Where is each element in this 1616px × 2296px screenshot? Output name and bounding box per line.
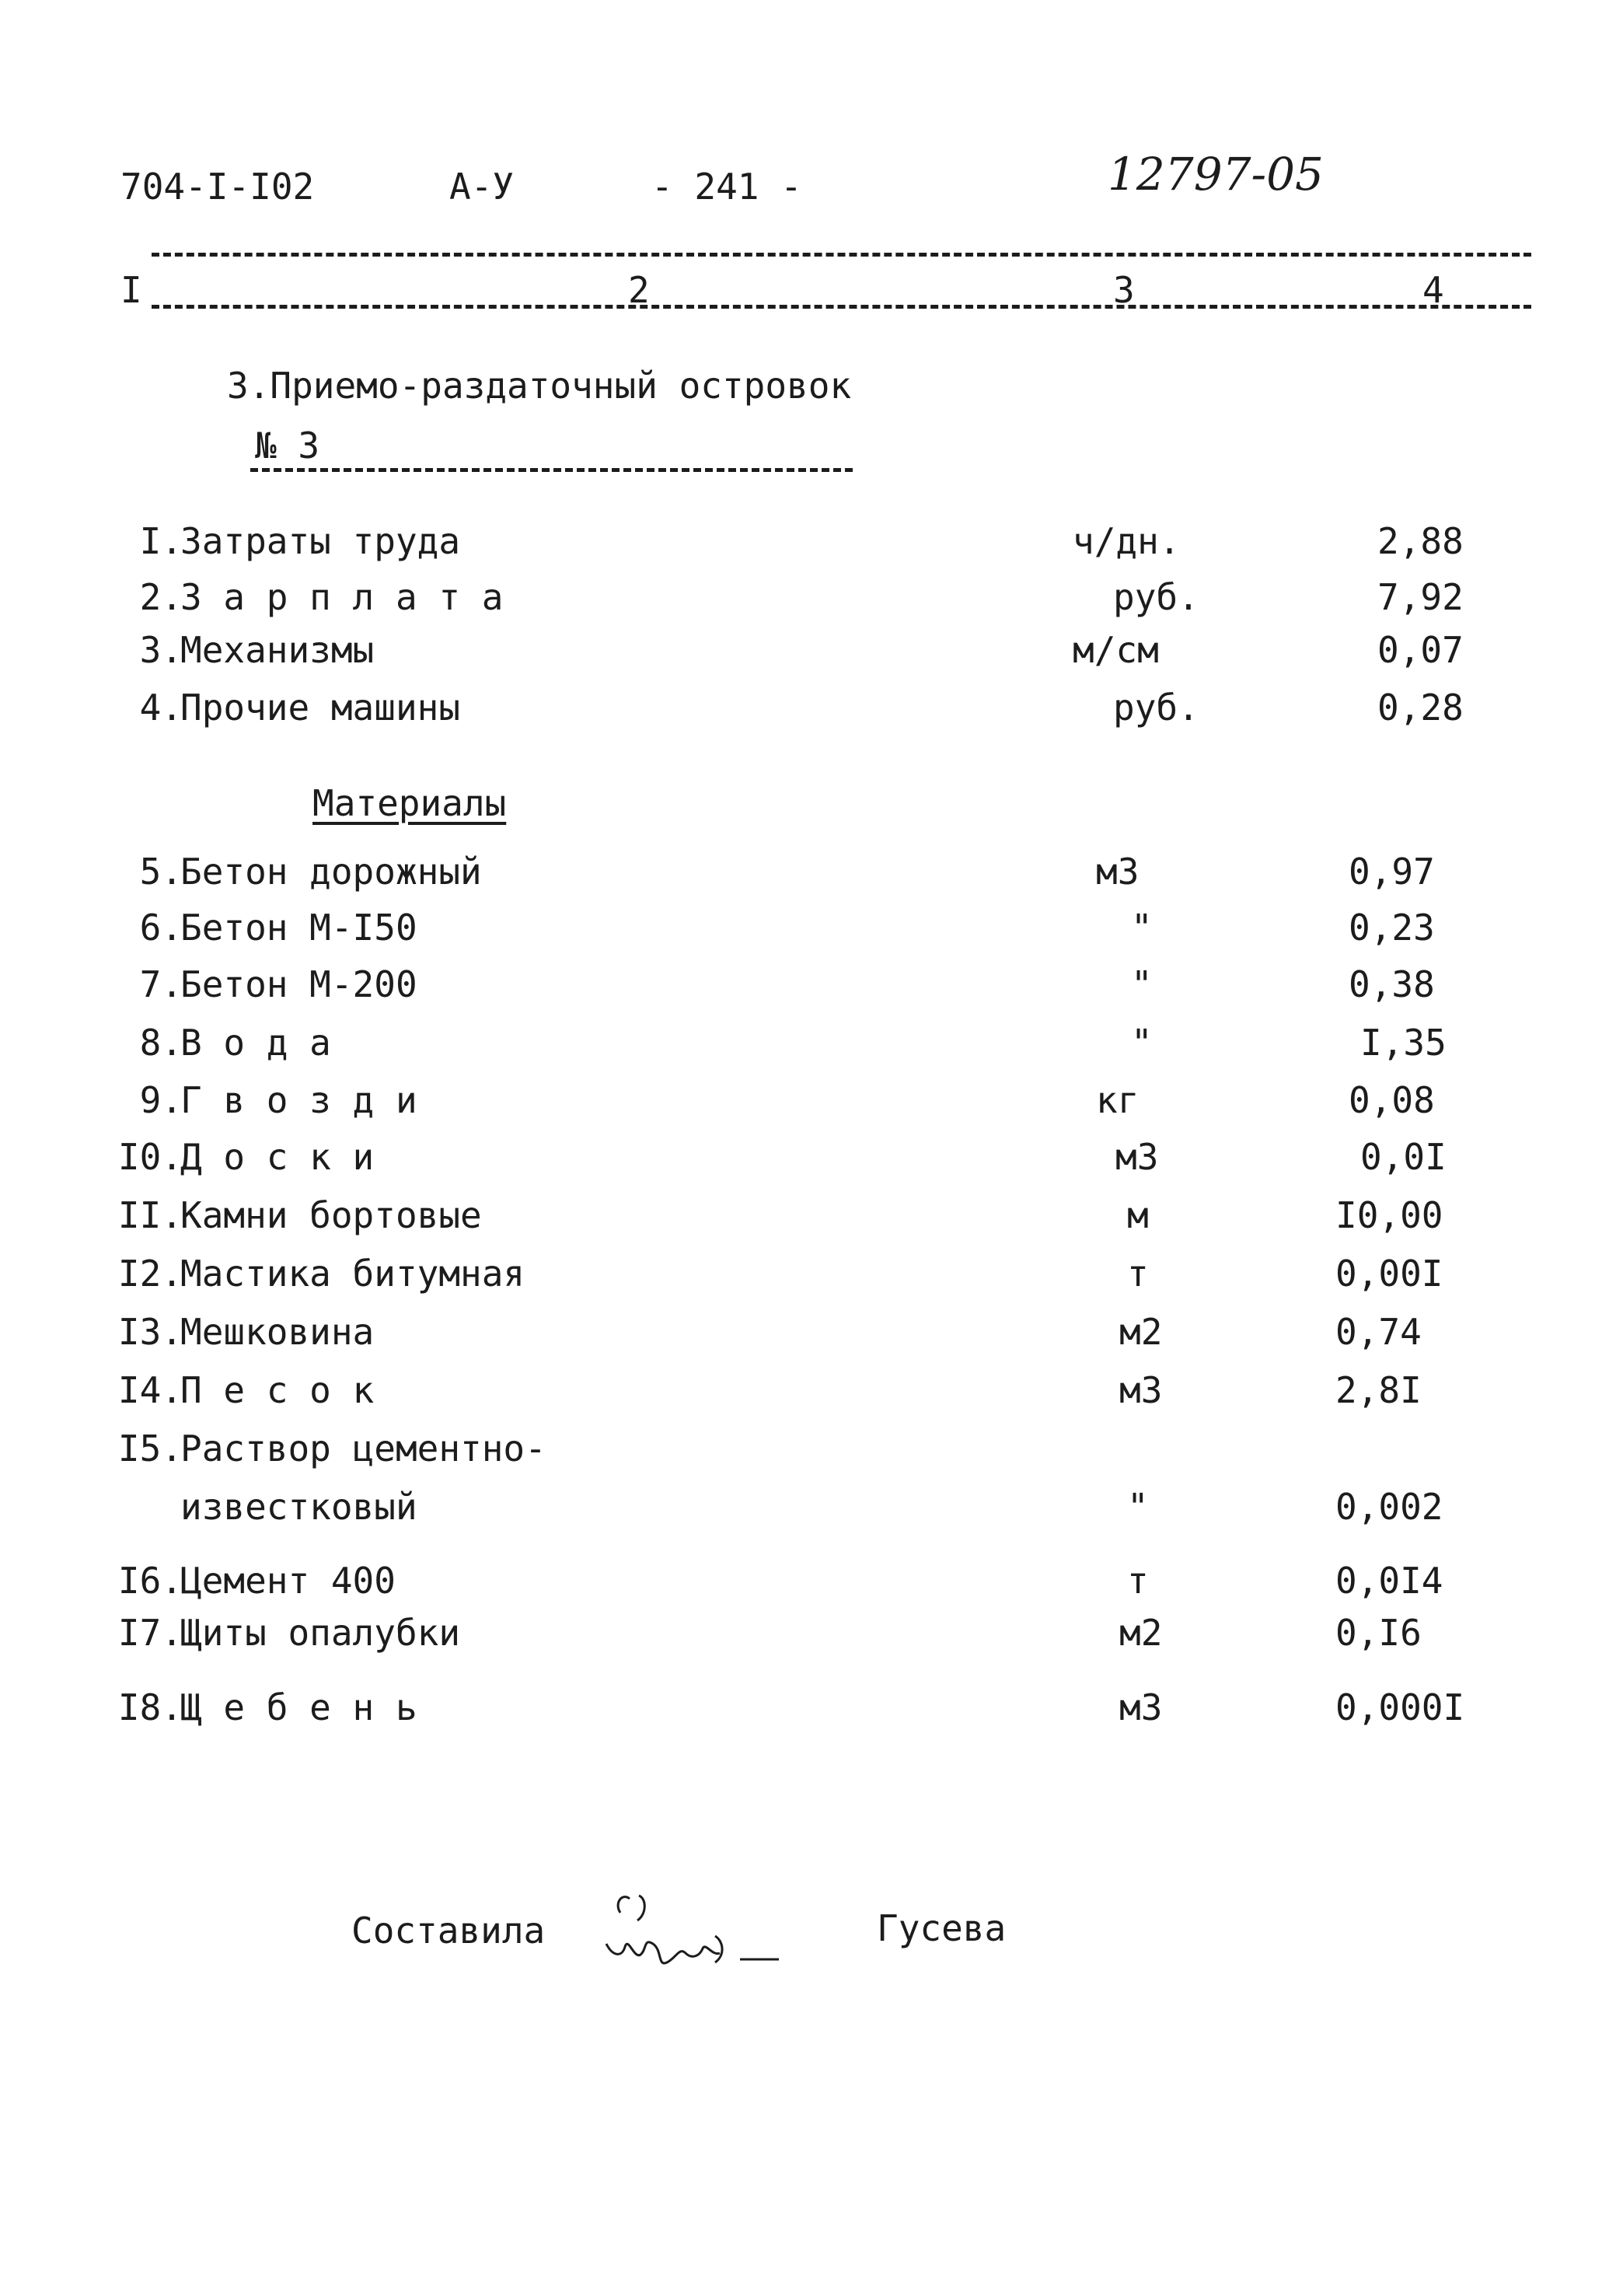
item-number: 9. [139,1079,183,1121]
item-value: 2,88 [1377,520,1464,562]
item-unit: руб. [1113,576,1199,618]
item-name: В о д а [180,1022,331,1064]
item-number: 8. [139,1022,183,1064]
item-name: Раствор цементно- [180,1428,546,1470]
header-dashed-line-top [152,253,1531,257]
item-name: Бетон дорожный [180,851,482,893]
table-row [0,963,1616,1011]
item-name: П е с о к [180,1369,375,1411]
signature [599,1882,808,1990]
item-name: известковый [180,1486,417,1528]
item-name: Прочие машины [180,687,461,729]
item-number: I7. [117,1612,183,1654]
item-name: Щиты опалубки [180,1612,461,1654]
item-unit: м [1127,1194,1149,1236]
list-item [0,575,1616,624]
section-title: 3.Приемо-раздаточный островок [227,365,852,407]
table-row [0,1078,1616,1127]
table-row [0,1611,1616,1659]
item-value: 0,07 [1377,629,1464,671]
table-row [0,1559,1616,1607]
item-unit: " [1131,963,1153,1005]
item-number: II. [117,1194,183,1236]
item-unit: кг [1096,1079,1140,1121]
table-row [0,1368,1616,1417]
item-name: Г в о з д и [180,1079,417,1121]
item-value: 0,0I [1360,1136,1447,1178]
item-number: 2. [139,576,183,618]
item-value: I0,00 [1335,1194,1443,1236]
item-name: Бетон М-200 [180,963,417,1005]
item-name: Д о с к и [180,1136,375,1178]
item-number: 5. [139,851,183,893]
item-value: 0,I6 [1335,1612,1422,1654]
item-unit: м3 [1115,1136,1159,1178]
item-unit: м/см [1073,629,1159,671]
item-number: 6. [139,907,183,949]
table-row [0,1427,1616,1475]
header-dashed-line-bottom [152,305,1531,309]
table-row [0,1021,1616,1069]
item-unit: м3 [1096,851,1140,893]
compiled-by-label: Составила [351,1910,546,1952]
item-unit: " [1127,1486,1149,1528]
page-number: - 241 - [651,166,802,208]
item-value: 0,000I [1335,1686,1465,1728]
item-value: 0,74 [1335,1311,1422,1353]
item-unit: м3 [1119,1369,1163,1411]
item-value: 0,002 [1335,1486,1443,1528]
item-name: З а р п л а т а [180,576,504,618]
column-number-4: 4 [1422,269,1444,311]
item-value: 0,08 [1349,1079,1435,1121]
item-unit: м3 [1119,1686,1163,1728]
item-unit: " [1131,907,1153,949]
item-value: 7,92 [1377,576,1464,618]
table-row [0,1310,1616,1358]
item-name: Камни бортовые [180,1194,482,1236]
item-unit: руб. [1113,687,1199,729]
column-number-2: 2 [628,269,650,311]
item-number: I3. [117,1311,183,1353]
item-number: I8. [117,1686,183,1728]
doc-code: 704-I-I02 [120,166,315,208]
item-name: Механизмы [180,629,375,671]
list-item [0,686,1616,734]
table-row [0,906,1616,954]
item-unit: м2 [1119,1612,1163,1654]
section-subtitle-underline [250,468,853,472]
item-name: Бетон М-I50 [180,907,417,949]
item-unit: " [1131,1022,1153,1064]
item-value: 0,00I [1335,1253,1443,1295]
table-row [0,1485,1616,1533]
section-code: А-У [449,166,515,208]
item-unit: ч/дн. [1073,520,1181,562]
table-row [0,850,1616,898]
item-number: I. [139,520,183,562]
column-number-1: I [120,269,142,311]
item-unit: м2 [1119,1311,1163,1353]
list-item [0,628,1616,676]
item-number: I0. [117,1136,183,1178]
item-number: 7. [139,963,183,1005]
table-row [0,1135,1616,1183]
item-name: Мастика битумная [180,1253,525,1295]
table-row [0,1252,1616,1300]
item-value: I,35 [1360,1022,1447,1064]
item-number: 4. [139,687,183,729]
item-value: 0,28 [1377,687,1464,729]
item-number: I6. [117,1560,183,1602]
item-number: 3. [139,629,183,671]
item-number: I2. [117,1253,183,1295]
section-subtitle: № 3 [255,425,320,467]
table-row [0,1686,1616,1734]
item-number: I5. [117,1428,183,1470]
item-name: Затраты труда [180,520,461,562]
item-value: 2,8I [1335,1369,1422,1411]
materials-heading: Материалы [312,782,507,824]
item-name: Щ е б е н ь [180,1686,417,1728]
item-number: I4. [117,1369,183,1411]
item-unit: т [1127,1560,1149,1602]
item-value: 0,38 [1349,963,1435,1005]
item-name: Мешковина [180,1311,375,1353]
item-value: 0,23 [1349,907,1435,949]
item-value: 0,97 [1349,851,1435,893]
item-value: 0,0I4 [1335,1560,1443,1602]
list-item [0,519,1616,568]
compiler-name: Гусева [877,1907,1007,1949]
column-number-3: 3 [1113,269,1135,311]
item-name: Цемент 400 [180,1560,396,1602]
item-unit: т [1127,1253,1149,1295]
handwritten-number: 12797-05 [1108,148,1324,201]
table-row [0,1193,1616,1242]
